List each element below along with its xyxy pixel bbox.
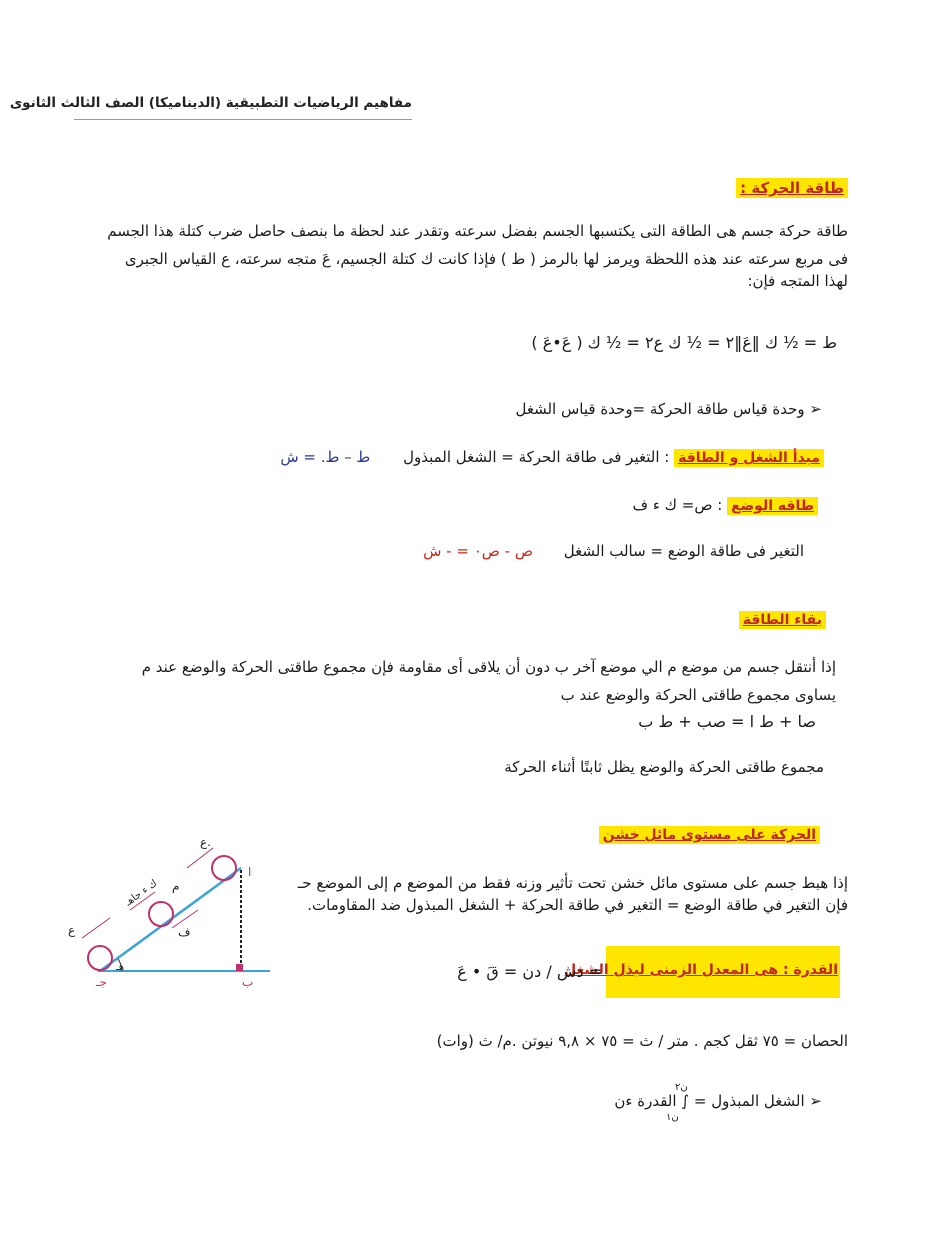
label-bottom-velocity: ع: [68, 923, 76, 937]
potential-label: طاقه الوضع: [727, 497, 818, 515]
work-energy-label: مبدأ الشغل و الطاقة: [674, 449, 824, 467]
label-friction: ف: [178, 925, 191, 939]
label-angle: هـ: [116, 962, 125, 973]
header-divider: [74, 119, 412, 120]
integral-upper-limit: ن٢: [675, 1082, 688, 1093]
rough-plane-line-2: فإن التغير في طاقة الوضع = التغير في طاقة الحركة + الشغل المبذول ضد المقاومات.: [307, 896, 848, 914]
integral-lower-limit: ن١: [666, 1112, 679, 1123]
right-angle-marker: [236, 964, 243, 971]
horsepower-line: الحصان = ٧٥ ثقل كجم . متر / ث = ٧٥ × ٩,٨ نيوتن .م/ ث (وات): [436, 1032, 848, 1050]
work-energy-line: [280, 448, 824, 467]
bullet-arrow-icon-2: ➢: [809, 1092, 822, 1110]
conservation-heading-box: [739, 609, 826, 629]
unit-bullet: [515, 400, 822, 418]
kinetic-line-1: طاقة حركة جسم هى الطاقة التى يكتسبها الجسم بفضل سرعته وتقدر عند لحظة ما بنصف حاصل ضرب كتلة هذا الجسم: [107, 222, 848, 240]
rough-plane-text: [290, 872, 848, 916]
kinetic-heading-box: [736, 178, 848, 198]
bullet-arrow-icon: ➢: [809, 400, 822, 418]
unit-bullet-text: وحدة قياس طاقة الحركة =وحدة قياس الشغل: [515, 400, 805, 418]
conservation-summary: مجموع طاقتى الحركة والوضع يظل ثابتًا أثناء الحركة: [504, 758, 824, 776]
bottom-velocity-arrow: [82, 918, 110, 938]
conservation-text: [96, 656, 836, 706]
potential-change-formula: ص - ص٠ = - ش: [423, 542, 533, 560]
ball-top: [212, 856, 236, 880]
label-point-a: ا: [248, 865, 252, 879]
inclined-plane-diagram: [60, 828, 282, 998]
rough-plane-heading-box: [599, 824, 820, 844]
ball-bottom: [88, 946, 112, 970]
work-integral-bullet: [614, 1092, 822, 1110]
label-point-c: جـ: [96, 975, 107, 989]
kinetic-line-3: لهذا المتجه فإن:: [747, 272, 848, 290]
potential-change-line: [423, 542, 804, 560]
work-energy-text: : التغير فى طاقة الحركة = الشغل المبذول: [403, 448, 670, 466]
label-point-b: ب: [242, 975, 254, 989]
rough-plane-line-1: إذا هبط جسم على مستوى مائل خشن تحت تأثير وزنه فقط من الموضع م إلى الموضع حـ: [297, 874, 848, 892]
ball-middle: [149, 902, 173, 926]
label-weight-component: ك ء جاهـ: [123, 877, 160, 909]
potential-change-text: التغير فى طاقة الوضع = سالب الشغل: [563, 542, 804, 560]
kinetic-definition: [80, 220, 848, 292]
label-mass: م: [172, 879, 180, 893]
top-velocity-arrow: [187, 848, 213, 868]
power-formula: = دش / دن = قَ • عَ: [457, 962, 602, 981]
kinetic-formula: ط = ½ ك ‖عَ‖٢ = ½ ك ع٢ = ½ ك ( عَ•عَ ): [531, 333, 837, 352]
work-integral-text: الشغل المبذول = ∫ القدرة ءن: [614, 1092, 805, 1110]
conservation-formula: صا + ط ا = صب + ط ب: [638, 712, 816, 731]
kinetic-line-2: فى مربع سرعته عند هذه اللحظة ويرمز لها بالرمز ( ط ) فإذا كانت ك كتلة الجسيم، عَ متجه سرعته، ع القياس الجبرى: [124, 250, 848, 268]
conservation-line-2: يساوى مجموع طاقتى الحركة والوضع عند ب: [560, 686, 836, 704]
power-definition: القدرة : هى المعدل الزمنى لبذل الشغل: [563, 962, 838, 978]
conservation-heading: بقاء الطاقة: [739, 611, 826, 629]
incline-line: [100, 868, 241, 971]
conservation-line-1: إذا أنتقل جسم من موضع م الي موضع آخر ب دون أن يلاقى أى مقاومة فإن مجموع طاقتى الحركة والوضع عند م: [141, 658, 836, 676]
potential-line: [633, 496, 818, 515]
potential-formula: : ص= ك ء ف: [632, 496, 723, 514]
rough-plane-heading: الحركة على مستوى مائل خشن: [599, 826, 820, 844]
kinetic-heading: طاقة الحركة :: [736, 178, 848, 198]
label-top-velocity: ع.: [200, 835, 211, 849]
page-header-title: مفاهيم الرياضيات التطبيقية (الديناميكا) الصف الثالث الثانوى: [9, 95, 412, 111]
work-energy-formula: ط – ط. = ش: [280, 448, 371, 466]
